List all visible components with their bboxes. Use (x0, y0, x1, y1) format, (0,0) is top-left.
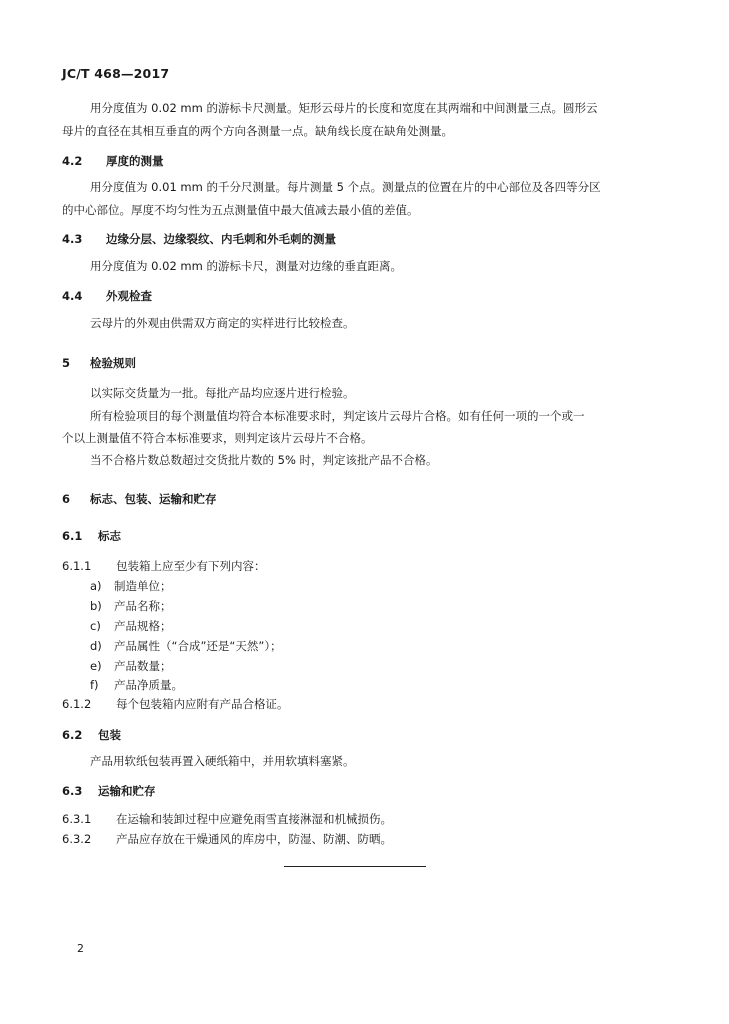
section-heading-4-4 (62, 291, 152, 303)
section-heading-6-2 (62, 730, 121, 742)
list-item-label: a) (90, 579, 102, 593)
section-heading-5 (62, 358, 136, 370)
paragraph-line: 云母片的外观由供需双方商定的实样进行比较检查。 (90, 316, 355, 330)
clause-number: 6.3.1 (62, 812, 92, 826)
heading-text: 标志、包装、运输和贮存 (90, 492, 217, 506)
clause-6-1-1 (62, 561, 266, 573)
clause-6-1-2 (62, 699, 289, 711)
heading-text: 外观检查 (106, 289, 152, 303)
list-item (90, 601, 172, 613)
section-heading-6 (62, 494, 217, 506)
paragraph-line: 的中心部位。厚度不均匀性为五点测量值中最大值减去最小值的差值。 (62, 203, 419, 217)
section-heading-4-3 (62, 234, 336, 246)
heading-text: 厚度的测量 (106, 154, 164, 168)
heading-text: 检验规则 (90, 356, 136, 370)
list-item-label: c) (90, 619, 101, 633)
paragraph-line: 以实际交货量为一批。每批产品均应逐片进行检验。 (90, 386, 355, 400)
heading-number: 6.2 (62, 728, 83, 742)
list-item-text: 产品属性（“合成”还是“天然”）； (114, 639, 282, 653)
paragraph-line: 产品用软纸包装再置入硬纸箱中，并用软填料塞紧。 (90, 754, 355, 768)
clause-number: 6.1.2 (62, 697, 92, 711)
heading-text: 边缘分层、边缘裂纹、内毛刺和外毛刺的测量 (106, 232, 336, 246)
paragraph-line: 个以上测量值不符合本标准要求，则判定该片云母片不合格。 (62, 431, 373, 445)
list-item-label: e) (90, 659, 102, 673)
clause-6-3-1 (62, 814, 392, 826)
heading-text: 包装 (98, 728, 121, 742)
clause-text: 包装箱上应至少有下列内容： (116, 559, 266, 573)
paragraph-line: 母片的直径在其相互垂直的两个方向各测量一点。缺角线长度在缺角处测量。 (62, 124, 453, 138)
paragraph-line: 所有检验项目的每个测量值均符合本标准要求时，判定该片云母片合格。如有任何一项的一个或一 (90, 409, 585, 423)
clause-text: 每个包装箱内应附有产品合格证。 (116, 697, 289, 711)
page-number: 2 (77, 942, 84, 955)
heading-text: 标志 (98, 529, 121, 543)
list-item (90, 680, 183, 692)
clause-6-3-2 (62, 834, 392, 846)
heading-number: 6 (62, 492, 71, 506)
heading-number: 5 (62, 356, 71, 370)
clause-text: 产品应存放在干燥通风的库房中，防湿、防潮、防晒。 (116, 832, 392, 846)
paragraph-line: 当不合格片数总数超过交货批片数的 5% 时，判定该批产品不合格。 (90, 453, 438, 467)
heading-number: 6.3 (62, 784, 83, 798)
section-heading-4-2 (62, 156, 164, 168)
heading-number: 6.1 (62, 529, 83, 543)
heading-text: 运输和贮存 (98, 784, 156, 798)
end-rule (284, 866, 426, 867)
list-item-label: d) (90, 639, 102, 653)
list-item-label: b) (90, 599, 102, 613)
heading-number: 4.2 (62, 154, 83, 168)
heading-number: 4.3 (62, 232, 83, 246)
list-item (90, 661, 172, 673)
section-heading-6-3 (62, 786, 156, 798)
list-item (90, 641, 282, 653)
list-item-label: f) (90, 678, 99, 692)
paragraph-line: 用分度值为 0.01 mm 的千分尺测量。每片测量 5 个点。测量点的位置在片的中心部位及各四等分区 (90, 180, 601, 194)
section-heading-6-1 (62, 531, 121, 543)
list-item (90, 621, 172, 633)
heading-number: 4.4 (62, 289, 83, 303)
standard-code-header: JC/T 468—2017 (62, 66, 170, 81)
list-item-text: 产品数量； (114, 659, 172, 673)
paragraph-line: 用分度值为 0.02 mm 的游标卡尺测量。矩形云母片的长度和宽度在其两端和中间测量三点。圆形云 (90, 101, 598, 115)
list-item-text: 产品净质量。 (114, 678, 183, 692)
clause-number: 6.3.2 (62, 832, 92, 846)
clause-text: 在运输和装卸过程中应避免雨雪直接淋湿和机械损伤。 (116, 812, 392, 826)
list-item-text: 产品名称； (114, 599, 172, 613)
list-item-text: 产品规格； (114, 619, 172, 633)
clause-number: 6.1.1 (62, 559, 92, 573)
list-item (90, 581, 172, 593)
paragraph-line: 用分度值为 0.02 mm 的游标卡尺，测量对边缘的垂直距离。 (90, 259, 402, 273)
list-item-text: 制造单位； (114, 579, 172, 593)
